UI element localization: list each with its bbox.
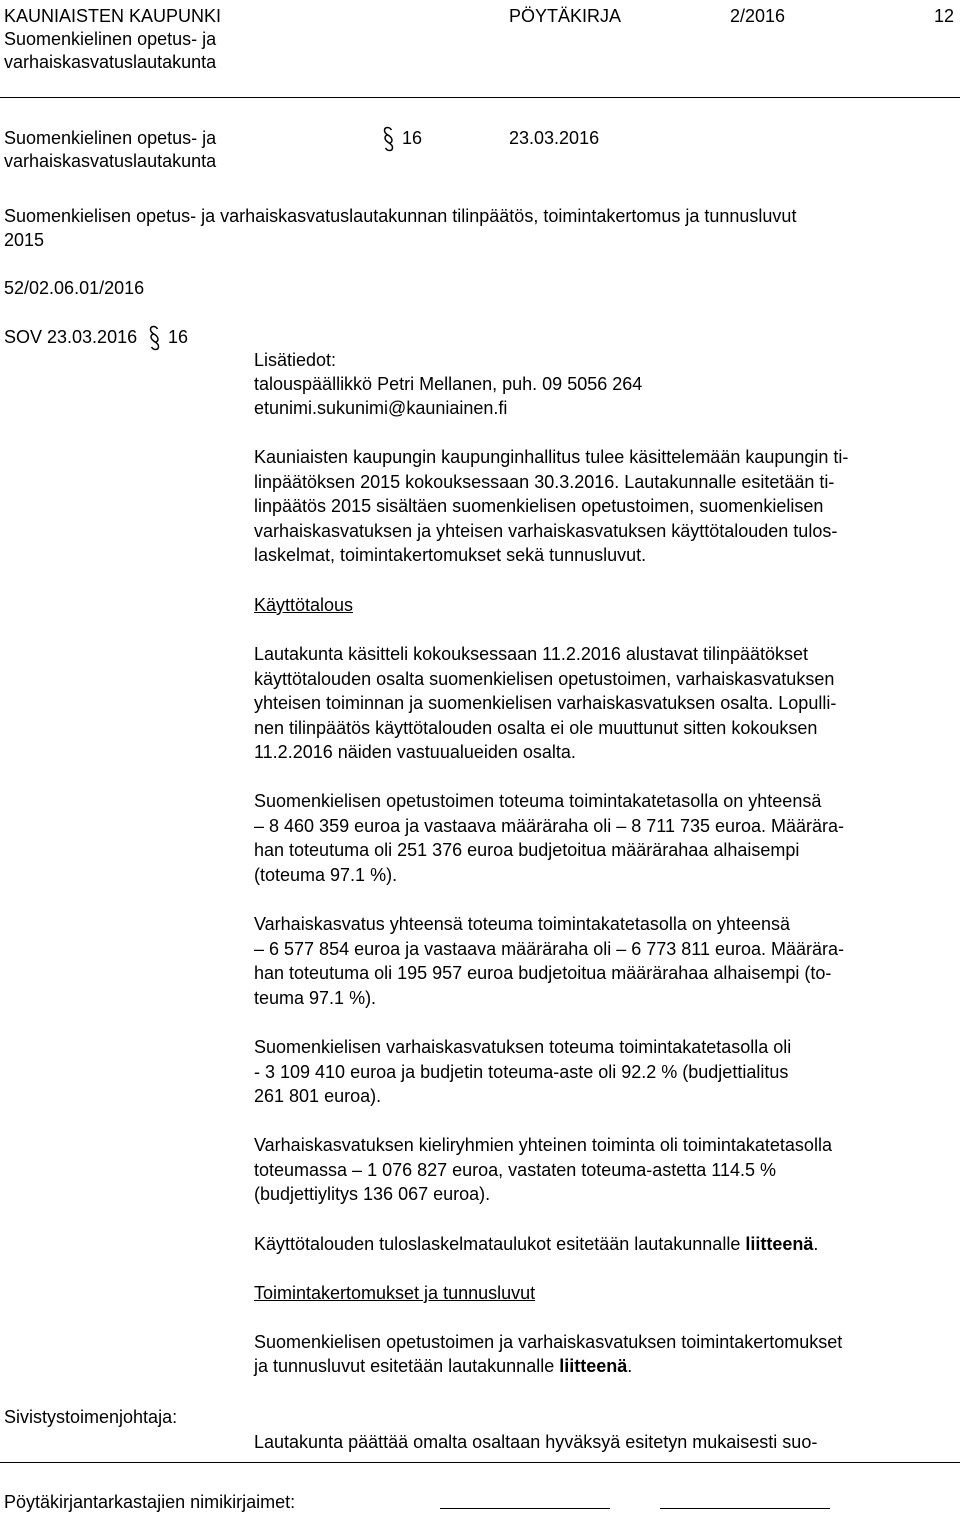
document-number: 2/2016 (730, 6, 786, 26)
paragraph-opetustoimi (254, 789, 844, 887)
paragraph-line: – 6 577 854 euroa ja vastaava määräraha oli – 6 773 811 euroa. Määrära- (254, 938, 845, 959)
paragraph-kasitteli (254, 642, 836, 765)
paragraph-line: Varhaiskasvatus yhteensä toteuma toimintakatetasolla on yhteensä (254, 914, 790, 934)
paragraph-line: Suomenkielisen varhaiskasvatuksen toteuma toimintakatetasolla oli (254, 1037, 792, 1057)
contact-email: etunimi.sukunimi@kauniainen.fi (254, 398, 508, 418)
paragraph-line: han toteutuma oli 251 376 euroa budjetoitua määrärahaa alhaisempi (254, 840, 800, 860)
paragraph-line: (budjettiylitys 136 067 euroa). (254, 1184, 491, 1204)
meeting-body-line1: Suomenkielinen opetus- ja (4, 128, 217, 148)
paragraph-line: linpäätöksen 2015 kokouksessaan 30.3.2016. Lautakunnalle esitetään ti- (254, 471, 835, 492)
paragraph-kieliryhmat (254, 1133, 832, 1207)
paragraph-line: nen tilinpäätös käyttötalouden osalta ei ole muuttunut sitten kokouksen (254, 717, 818, 738)
paragraph-liite-tuloslaskelmat: Käyttötalouden tuloslaskelmataulukot esitetään lautakunnalle liitteenä. (254, 1234, 819, 1254)
paragraph-liite-toimintakertomukset-line1: Suomenkielisen opetustoimen ja varhaiskasvatuksen toimintakertomukset (254, 1332, 843, 1352)
committee-name-line2: varhaiskasvatuslautakunta (4, 52, 217, 72)
paragraph-varhaiskasvatus (254, 912, 844, 1010)
proposal-label: Sivistystoimenjohtaja: (4, 1407, 178, 1427)
previous-section-number: 16 (168, 327, 189, 347)
paragraph-line: laskelmat, toimintakertomukset sekä tunnusluvut. (254, 545, 647, 565)
paragraph-line: - 3 109 410 euroa ja budjetin toteuma-aste oli 92.2 % (budjettialitus (254, 1061, 789, 1082)
heading-kayttotalous: Käyttötalous (254, 595, 354, 615)
previous-handling-ref: SOV 23.03.2016 (4, 327, 138, 347)
paragraph-line: Suomenkielisen opetustoimen toteuma toimintakatetasolla on yhteensä (254, 791, 822, 811)
paragraph-line: varhaiskasvatuksen ja yhteisen varhaiskasvatuksen käyttötalouden tulos- (254, 520, 838, 541)
paragraph-line: 261 801 euroa). (254, 1086, 382, 1106)
paragraph-line: käyttötalouden osalta suomenkielisen opetustoimen, varhaiskasvatuksen (254, 668, 835, 689)
section-number: 16 (402, 128, 423, 148)
header-divider (0, 97, 960, 98)
signature-line (660, 1508, 830, 1509)
section-sign-icon (382, 126, 395, 152)
paragraph-line: Kauniaisten kaupungin kaupunginhallitus tulee käsittelemään kaupungin ti- (254, 447, 849, 467)
paragraph-line: Varhaiskasvatuksen kieliryhmien yhteinen toiminta oli toimintakatetasolla (254, 1135, 832, 1155)
paragraph-intro (254, 445, 848, 568)
paragraph-liite-toimintakertomukset-line2: ja tunnusluvut esitetään lautakunnalle liitteenä. (254, 1356, 633, 1376)
paragraph-line: 11.2.2016 näiden vastuualueiden osalta. (254, 742, 576, 762)
paragraph-line: Lautakunta käsitteli kokouksessaan 11.2.2016 alustavat tilinpäätökset (254, 644, 809, 664)
paragraph-line: (toteuma 97.1 %). (254, 864, 398, 885)
committee-name-line1: Suomenkielinen opetus- ja (4, 29, 217, 49)
diary-number: 52/02.06.01/2016 (4, 278, 145, 298)
paragraph-line: toteumassa – 1 076 827 euroa, vastaten toteuma-astetta 114.5 % (254, 1159, 777, 1180)
info-label: Lisätiedot: (254, 350, 337, 370)
paragraph-line: yhteisen toiminnan ja suomenkielisen varhaiskasvatuksen osalta. Lopulli- (254, 693, 837, 713)
signature-line (440, 1508, 610, 1509)
section-sign-icon (148, 325, 161, 351)
proposal-text: Lautakunta päättää omalta osaltaan hyväksyä esitetyn mukaisesti suo- (254, 1432, 818, 1452)
footer-divider (0, 1462, 960, 1463)
paragraph-line: teuma 97.1 %). (254, 987, 377, 1008)
item-title-line2: 2015 (4, 230, 45, 250)
paragraph-line: – 8 460 359 euroa ja vastaava määräraha oli – 8 711 735 euroa. Määrära- (254, 815, 845, 836)
document-type: PÖYTÄKIRJA (509, 6, 622, 26)
meeting-body-line2: varhaiskasvatuslautakunta (4, 151, 217, 171)
footer-label: Pöytäkirjantarkastajien nimikirjaimet: (4, 1492, 296, 1512)
paragraph-line: linpäätös 2015 sisältäen suomenkielisen opetustoimen, suomenkielisen (254, 496, 824, 516)
paragraph-line: han toteutuma oli 195 957 euroa budjetoitua määrärahaa alhaisempi (to- (254, 963, 832, 983)
page-number: 12 (934, 6, 955, 26)
contact-person: talouspäällikkö Petri Mellanen, puh. 09 5056 264 (254, 374, 643, 394)
org-name: KAUNIAISTEN KAUPUNKI (4, 6, 222, 26)
meeting-date: 23.03.2016 (509, 128, 600, 148)
heading-toimintakertomukset: Toimintakertomukset ja tunnusluvut (254, 1283, 536, 1303)
item-title-line1: Suomenkielisen opetus- ja varhaiskasvatuslautakunnan tilinpäätös, toimintakertomus ja tunnusluvut (4, 206, 797, 226)
paragraph-suomenkielinen-varhaiskasvatus (254, 1035, 791, 1109)
